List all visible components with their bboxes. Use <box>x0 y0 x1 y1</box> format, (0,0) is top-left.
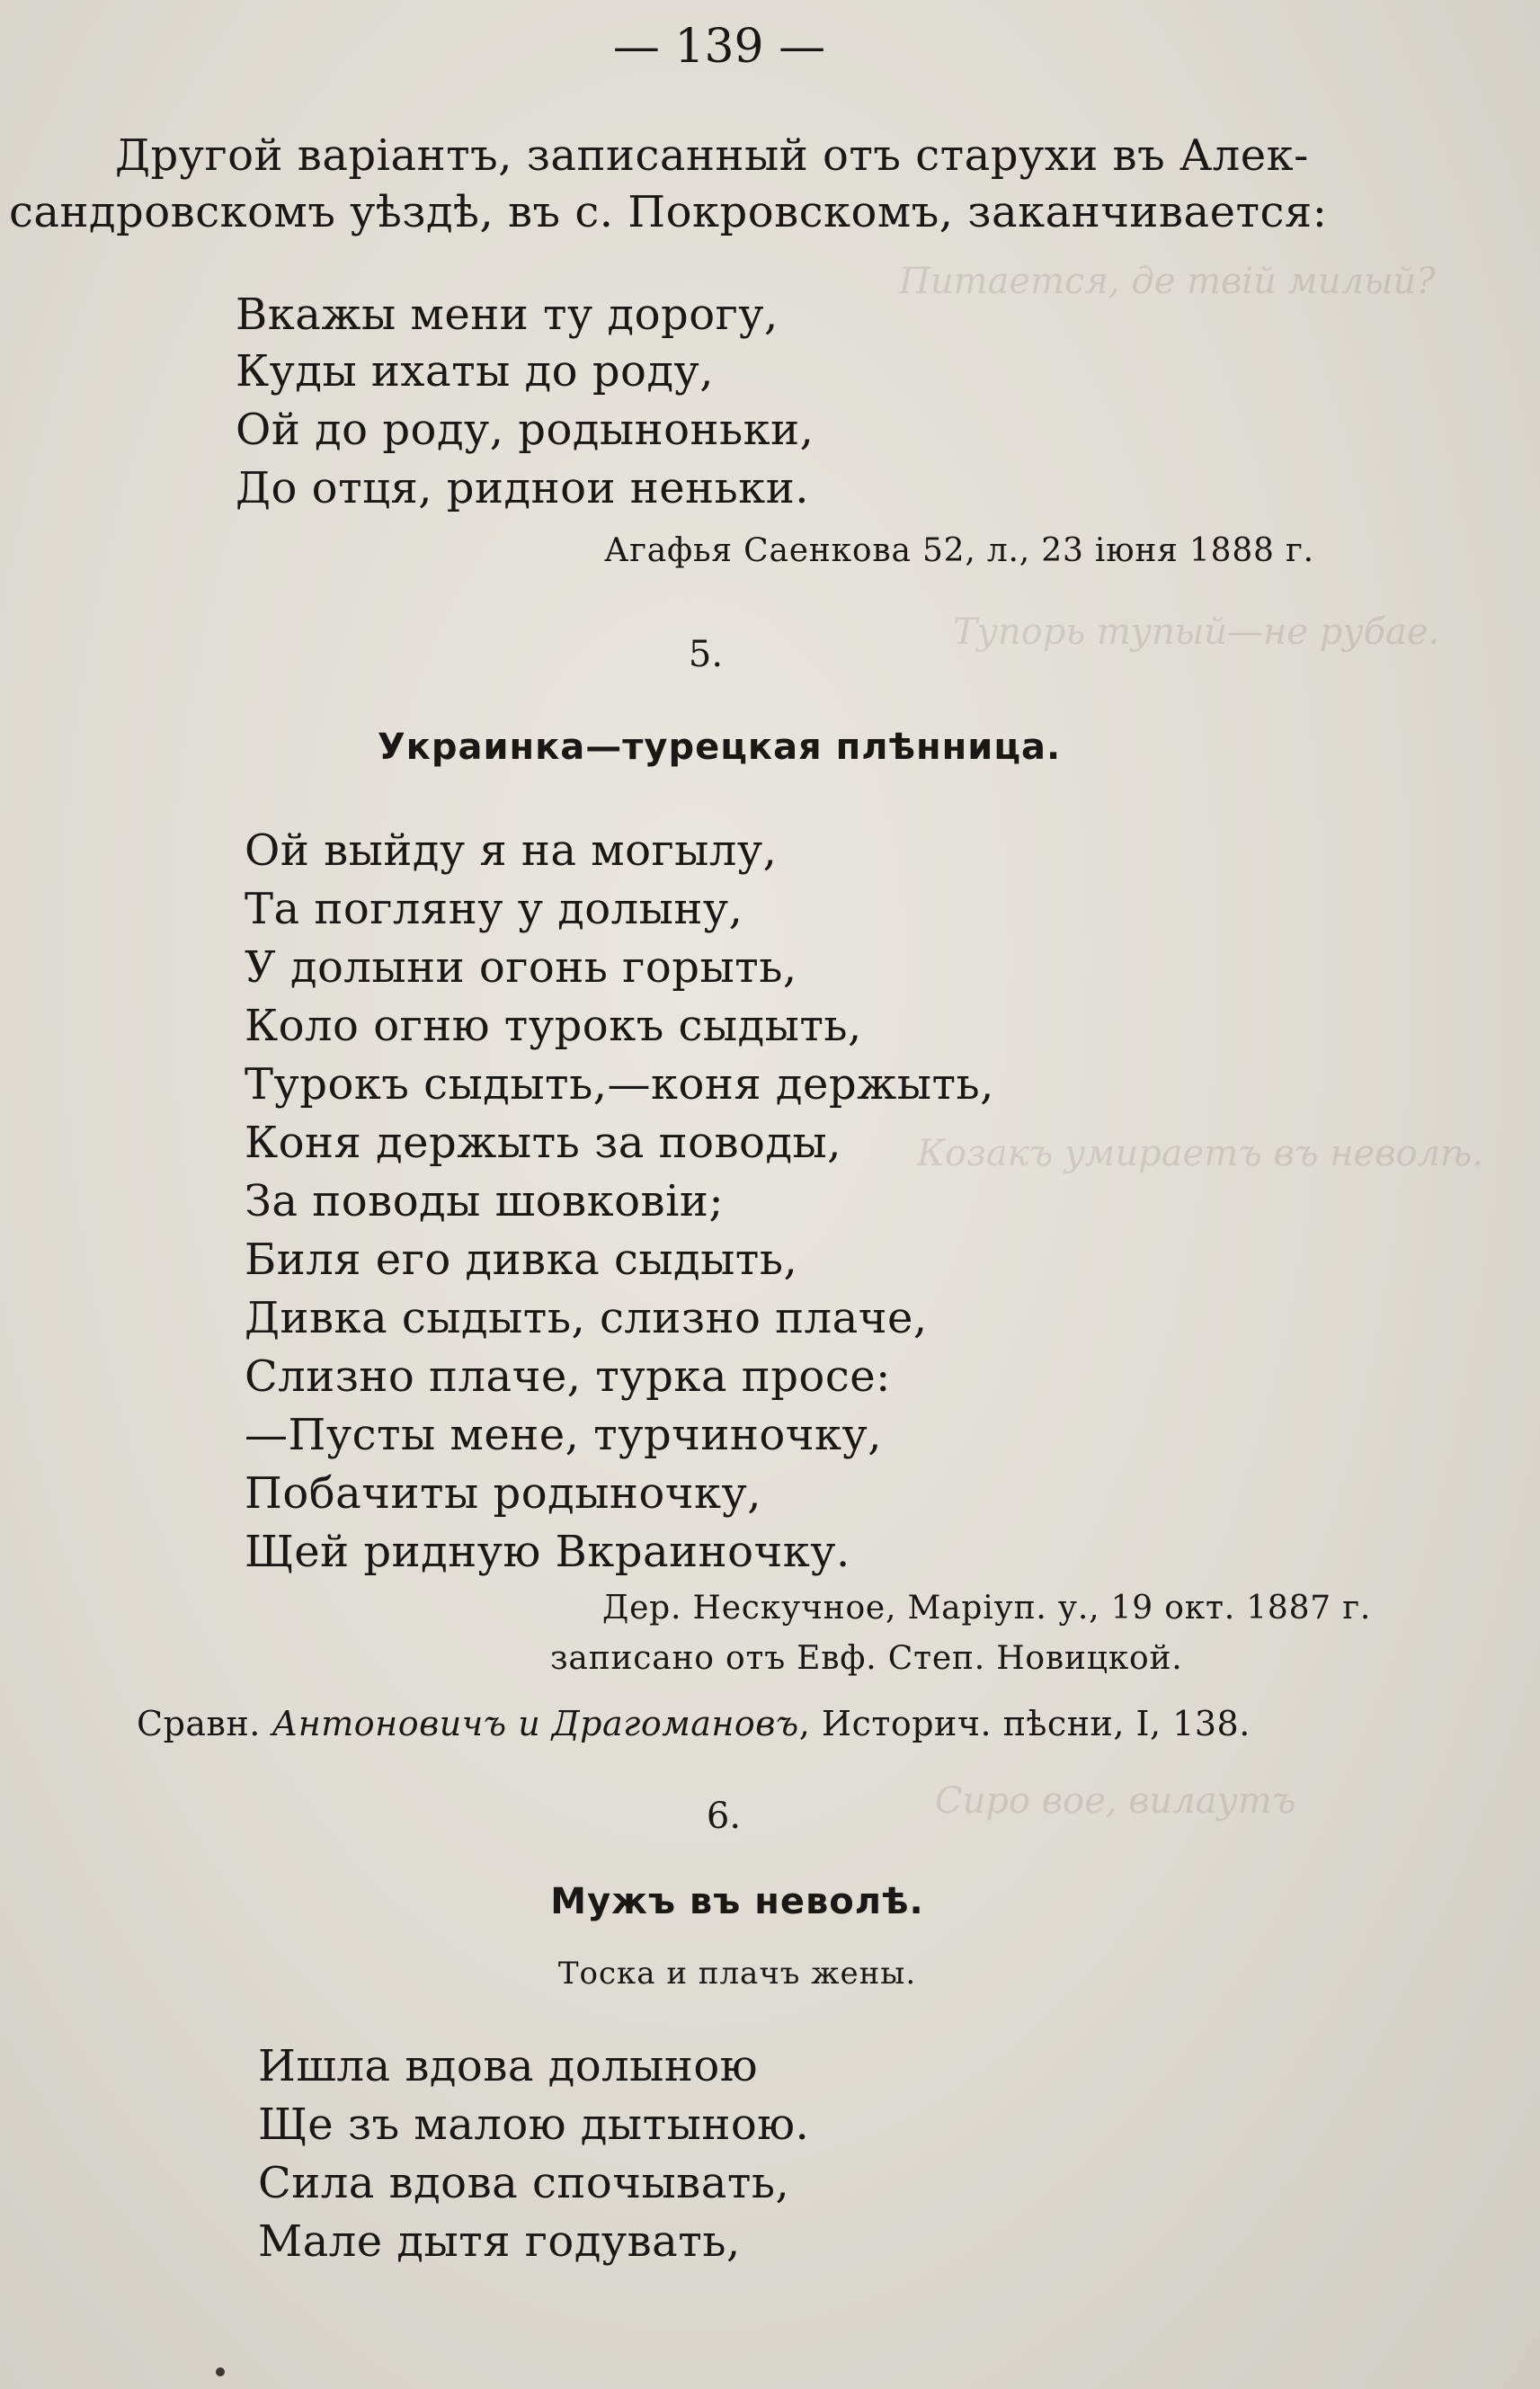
intro-line-2: сандровскомъ уѣздѣ, въ с. Покровскомъ, заканчивается: <box>9 187 1328 237</box>
song5-number: 5. <box>688 634 724 675</box>
verse1-line-1: Вкажы мени ту дорогу, <box>236 290 779 340</box>
song5-line-11: —Пусты мене, турчиночку, <box>245 1410 883 1460</box>
bleed-through-2: Тупорь тупый—не рубае. <box>953 611 1440 653</box>
page-number: — 139 — <box>612 20 826 74</box>
song6-subtitle: Тоска и плачъ жены. <box>557 1956 917 1992</box>
bleed-through-4: Сиро вое, вилаутъ <box>935 1780 1296 1822</box>
song5-line-1: Ой выйду я на могылу, <box>245 825 778 876</box>
comparison-prefix: Сравн. <box>137 1704 261 1743</box>
verse1-attribution: Агафья Саенкова 52, л., 23 іюня 1888 г. <box>604 532 1314 569</box>
song5-line-8: Биля его дивка сыдыть, <box>245 1235 798 1285</box>
song5-attribution-recorder: записано отъ Евф. Степ. Новицкой. <box>550 1640 1183 1677</box>
song6-line-1: Ишла вдова долыною <box>258 2041 759 2091</box>
verse1-line-4: До отця, риднои неньки. <box>236 463 809 513</box>
song5-title: Украинка—турецкая плѣнница. <box>377 727 1062 768</box>
intro-line-1: Другой варіантъ, записанный отъ старухи въ Алек- <box>115 130 1309 181</box>
song6-line-4: Мале дытя годувать, <box>258 2216 741 2267</box>
song5-line-7: За поводы шовковіи; <box>245 1176 725 1226</box>
song5-line-9: Дивка сыдыть, слизно плаче, <box>245 1293 928 1343</box>
song6-title: Мужъ въ неволѣ. <box>550 1881 924 1922</box>
comparison-authors: Антоновичъ и Драгомановъ <box>272 1704 799 1743</box>
song6-line-2: Ще зъ малою дытыною. <box>258 2099 810 2150</box>
song6-line-3: Сила вдова спочывать, <box>258 2158 790 2208</box>
ink-speck <box>216 2367 225 2376</box>
bleed-through-1: Питается, де твій милый? <box>899 261 1436 302</box>
song5-line-3: У долыни огонь горыть, <box>245 942 797 993</box>
verse1-line-3: Ой до роду, родыноньки, <box>236 405 815 455</box>
bleed-through-3: Козакъ умираетъ въ неволѣ. <box>917 1133 1484 1174</box>
comparison-source: , Историч. пѣсни, I, 138. <box>798 1704 1251 1743</box>
song5-line-5: Турокъ сыдыть,—коня держыть, <box>245 1059 994 1110</box>
song5-line-10: Слизно плаче, турка просе: <box>245 1351 891 1402</box>
song5-line-6: Коня держыть за поводы, <box>245 1118 841 1168</box>
song5-comparison <box>137 1704 1251 1743</box>
song5-line-4: Коло огню турокъ сыдыть, <box>245 1001 862 1051</box>
verse1-line-2: Куды ихаты до роду, <box>236 346 714 397</box>
song6-number: 6. <box>706 1796 742 1837</box>
song5-attribution-place: Дер. Нескучное, Маріуп. у., 19 окт. 1887 г. <box>602 1590 1372 1627</box>
song5-line-2: Та погляну у долыну, <box>245 884 743 934</box>
song5-line-12: Побачиты родыночку, <box>245 1468 762 1519</box>
song5-line-13: Щей ридную Вкраиночку. <box>245 1527 850 1577</box>
